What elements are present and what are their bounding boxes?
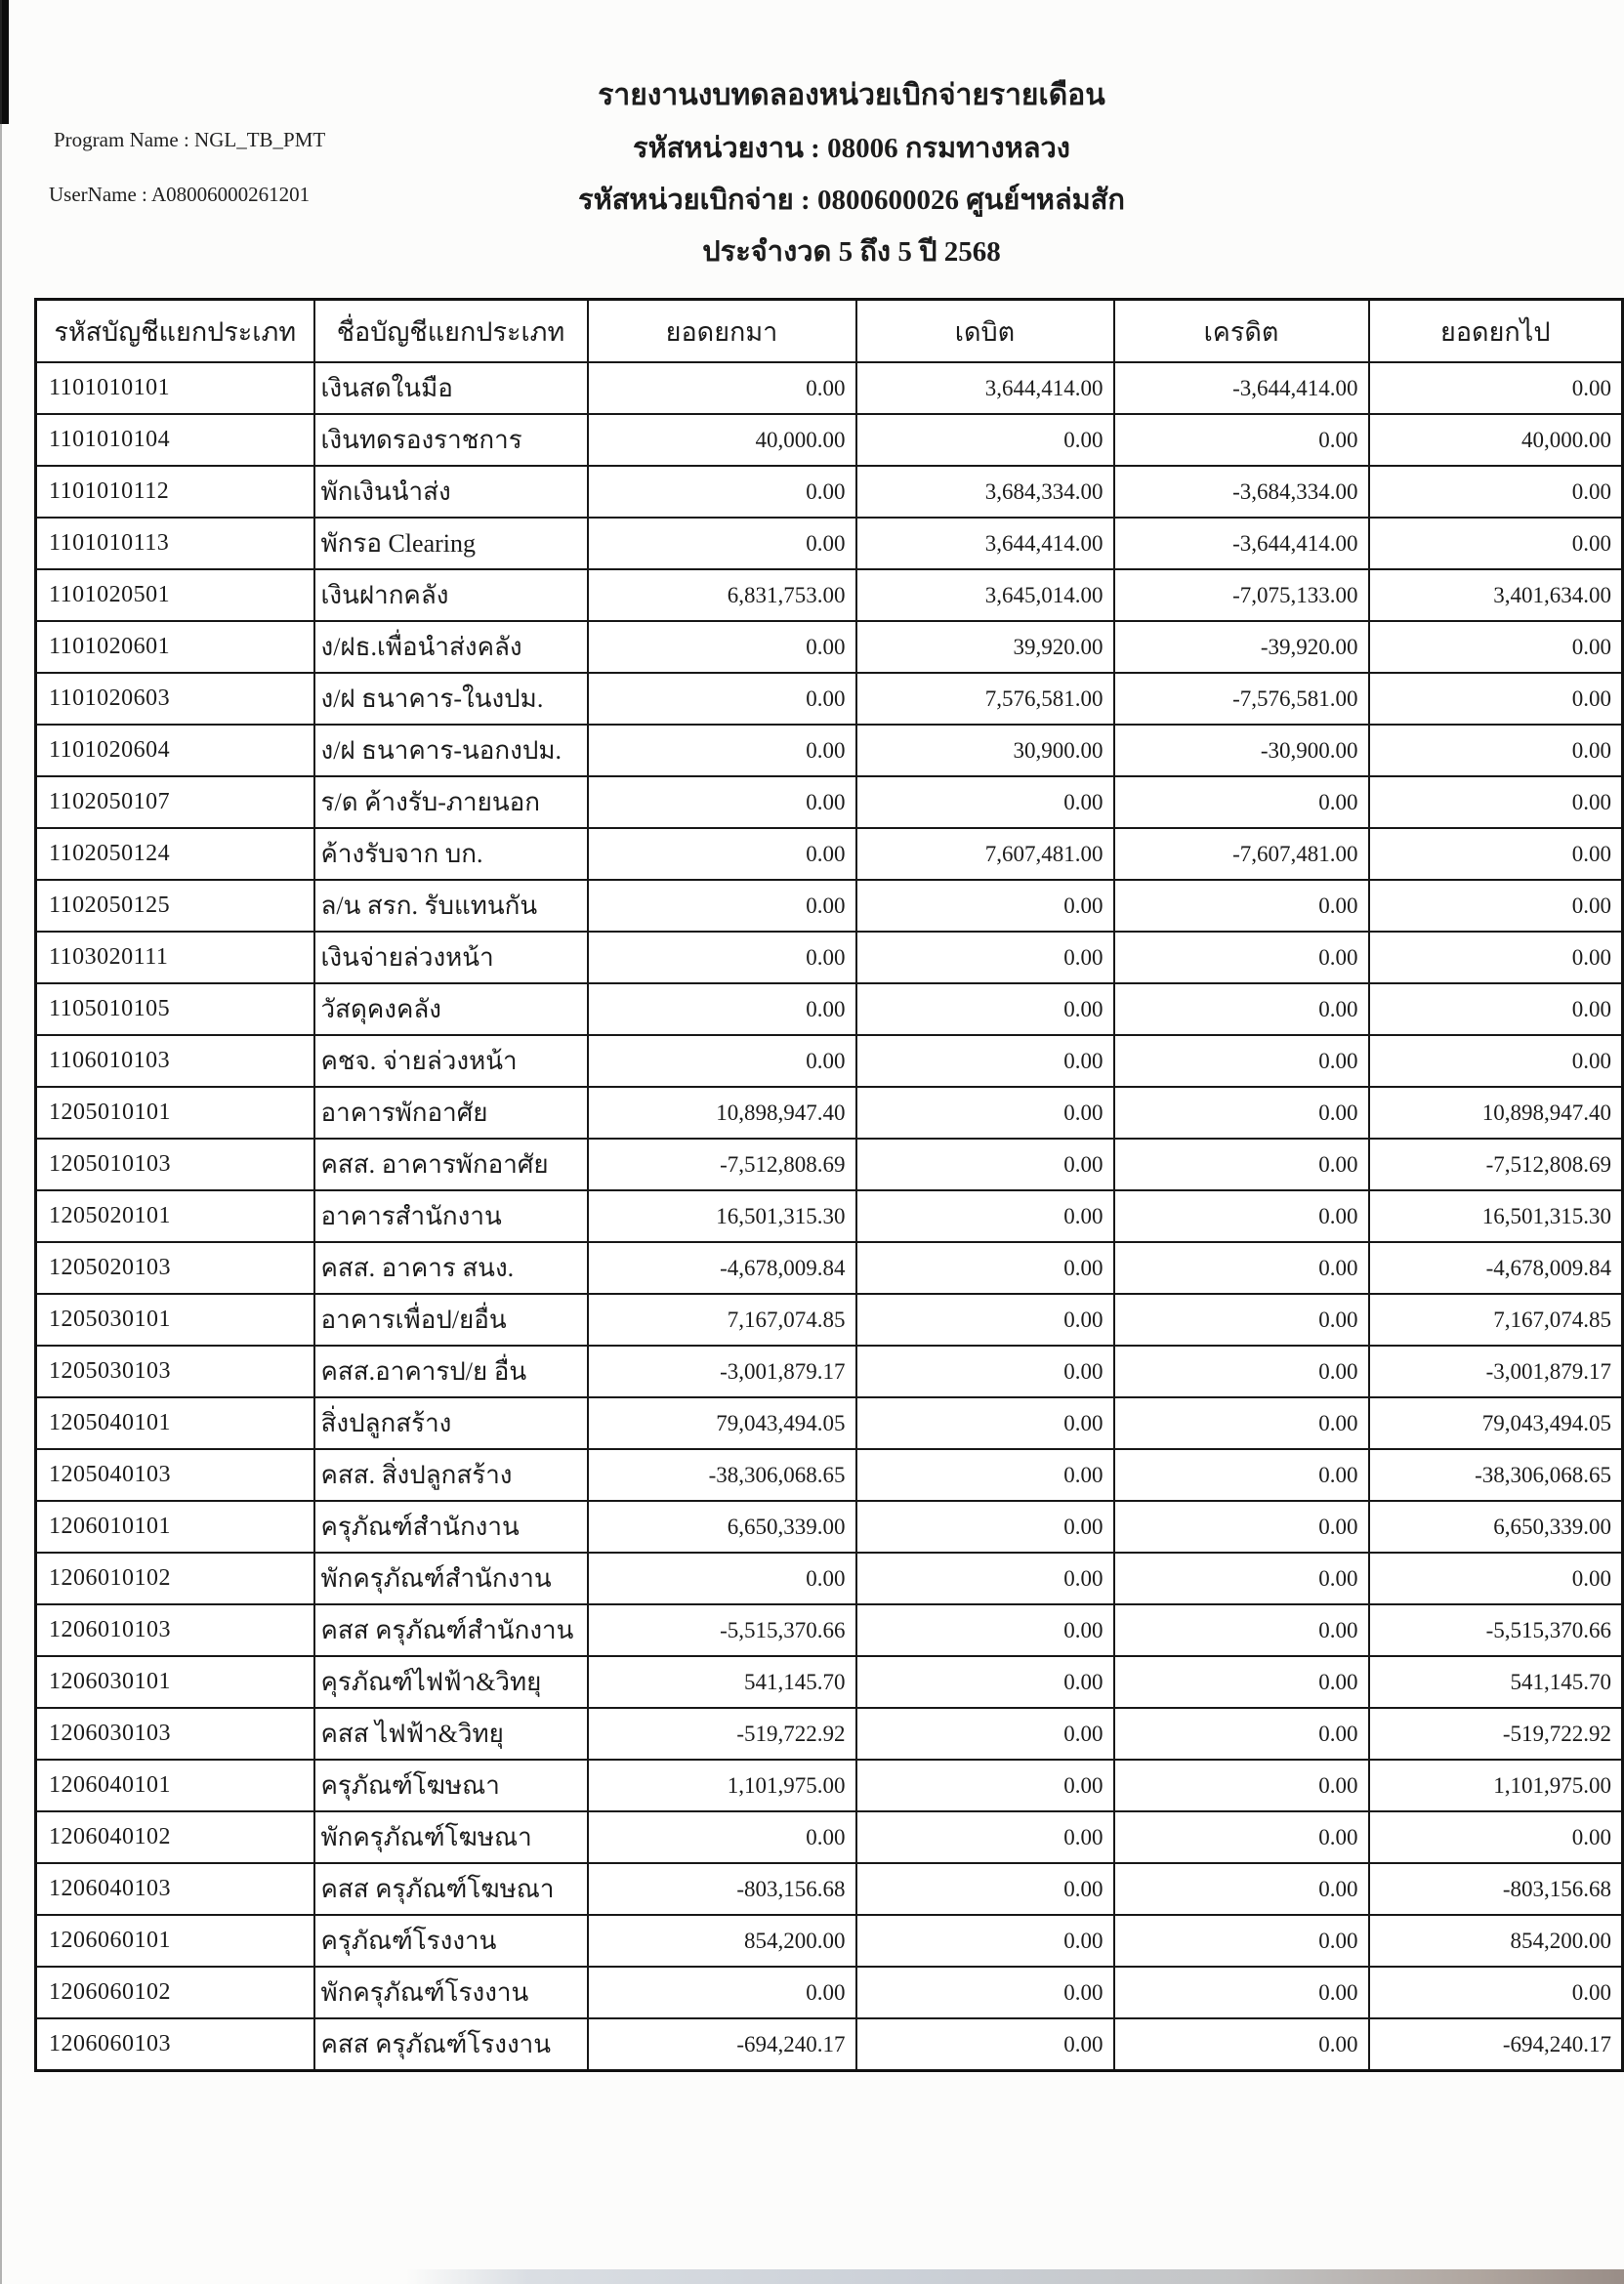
credit-cell: 0.00 — [1114, 1397, 1369, 1449]
credit-cell: 0.00 — [1114, 1035, 1369, 1087]
account-code-cell: 1206010101 — [36, 1501, 314, 1553]
account-code-cell: 1103020111 — [36, 932, 314, 983]
ending-balance-cell: 0.00 — [1369, 621, 1623, 673]
trial-balance-table — [34, 298, 1624, 2072]
account-code-cell: 1205040101 — [36, 1397, 314, 1449]
account-name-cell: อาคารสำนักงาน — [314, 1190, 588, 1242]
beginning-balance-cell: 1,101,975.00 — [588, 1760, 856, 1811]
ending-balance-cell: -4,678,009.84 — [1369, 1242, 1623, 1294]
account-name-cell: ครุภัณฑ์โรงงาน — [314, 1915, 588, 1967]
account-name-cell: คสส ครุภัณฑ์สำนักงาน — [314, 1604, 588, 1656]
account-code-cell: 1102050107 — [36, 776, 314, 828]
debit-cell: 0.00 — [856, 1656, 1114, 1708]
credit-cell: -7,075,133.00 — [1114, 569, 1369, 621]
ending-balance-cell: 0.00 — [1369, 932, 1623, 983]
table-row — [36, 414, 1623, 466]
table-row — [36, 828, 1623, 880]
beginning-balance-cell: 79,043,494.05 — [588, 1397, 856, 1449]
account-code-cell: 1206060103 — [36, 2018, 314, 2071]
account-name-cell: คสส. อาคารพักอาศัย — [314, 1139, 588, 1190]
table-row — [36, 983, 1623, 1035]
table-row — [36, 1863, 1623, 1915]
account-name-cell: อาคารเพื่อป/ยอื่น — [314, 1294, 588, 1346]
table-row — [36, 776, 1623, 828]
ending-balance-cell: 6,650,339.00 — [1369, 1501, 1623, 1553]
account-code-cell: 1205020101 — [36, 1190, 314, 1242]
debit-cell: 0.00 — [856, 1087, 1114, 1139]
debit-cell: 3,645,014.00 — [856, 569, 1114, 621]
ending-balance-cell: 10,898,947.40 — [1369, 1087, 1623, 1139]
beginning-balance-cell: 0.00 — [588, 673, 856, 725]
credit-cell: 0.00 — [1114, 1449, 1369, 1501]
account-name-cell: เงินทดรองราชการ — [314, 414, 588, 466]
ending-balance-cell: 0.00 — [1369, 673, 1623, 725]
beginning-balance-cell: -3,001,879.17 — [588, 1346, 856, 1397]
beginning-balance-cell: -5,515,370.66 — [588, 1604, 856, 1656]
ending-balance-cell: 0.00 — [1369, 518, 1623, 569]
beginning-balance-cell: 0.00 — [588, 466, 856, 518]
agency-code-line: รหัสหน่วยงาน : 08006 กรมทางหลวง — [633, 133, 1070, 164]
table-row — [36, 569, 1623, 621]
account-name-cell: พักครุภัณฑ์สำนักงาน — [314, 1553, 588, 1604]
account-name-cell: สิ่งปลูกสร้าง — [314, 1397, 588, 1449]
credit-cell: 0.00 — [1114, 880, 1369, 932]
ending-balance-cell: -803,156.68 — [1369, 1863, 1623, 1915]
account-name-cell: คสส. อาคาร สนง. — [314, 1242, 588, 1294]
ending-balance-cell: 0.00 — [1369, 776, 1623, 828]
account-name-cell: พักครุภัณฑ์โรงงาน — [314, 1967, 588, 2018]
column-header-credit: เครดิต — [1114, 300, 1369, 363]
beginning-balance-cell: 40,000.00 — [588, 414, 856, 466]
account-name-cell: คสส.อาคารป/ย อื่น — [314, 1346, 588, 1397]
account-name-cell: ค้างรับจาก บก. — [314, 828, 588, 880]
ending-balance-cell: -3,001,879.17 — [1369, 1346, 1623, 1397]
account-code-cell: 1205030101 — [36, 1294, 314, 1346]
debit-cell: 0.00 — [856, 1139, 1114, 1190]
credit-cell: -3,644,414.00 — [1114, 362, 1369, 414]
account-name-cell: เงินจ่ายล่วงหน้า — [314, 932, 588, 983]
account-code-cell: 1106010103 — [36, 1035, 314, 1087]
beginning-balance-cell: -7,512,808.69 — [588, 1139, 856, 1190]
account-name-cell: ครุภัณฑ์โฆษณา — [314, 1760, 588, 1811]
account-name-cell: ง/ฝธ.เพื่อนำส่งคลัง — [314, 621, 588, 673]
credit-cell: 0.00 — [1114, 2018, 1369, 2071]
account-name-cell: ครุภัณฑ์สำนักงาน — [314, 1501, 588, 1553]
credit-cell: 0.00 — [1114, 1708, 1369, 1760]
beginning-balance-cell: 0.00 — [588, 776, 856, 828]
account-code-cell: 1101020501 — [36, 569, 314, 621]
account-code-cell: 1206030103 — [36, 1708, 314, 1760]
ending-balance-cell: -519,722.92 — [1369, 1708, 1623, 1760]
scan-edge-line — [0, 0, 2, 2284]
ending-balance-cell: 0.00 — [1369, 1553, 1623, 1604]
table-row — [36, 1501, 1623, 1553]
period-line: ประจำงวด 5 ถึง 5 ปี 2568 — [702, 236, 1001, 268]
ending-balance-cell: -38,306,068.65 — [1369, 1449, 1623, 1501]
table-row — [36, 1190, 1623, 1242]
beginning-balance-cell: 6,831,753.00 — [588, 569, 856, 621]
debit-cell: 0.00 — [856, 776, 1114, 828]
account-name-cell: คสส. สิ่งปลูกสร้าง — [314, 1449, 588, 1501]
credit-cell: 0.00 — [1114, 1346, 1369, 1397]
account-name-cell: ล/น สรก. รับแทนกัน — [314, 880, 588, 932]
table-row — [36, 1760, 1623, 1811]
debit-cell: 3,684,334.00 — [856, 466, 1114, 518]
table-row — [36, 362, 1623, 414]
debit-cell: 3,644,414.00 — [856, 362, 1114, 414]
table-row — [36, 1553, 1623, 1604]
debit-cell: 0.00 — [856, 1708, 1114, 1760]
column-header-debit: เดบิต — [856, 300, 1114, 363]
beginning-balance-cell: 7,167,074.85 — [588, 1294, 856, 1346]
table-row — [36, 1915, 1623, 1967]
debit-cell: 0.00 — [856, 1449, 1114, 1501]
account-code-cell: 1205040103 — [36, 1449, 314, 1501]
beginning-balance-cell: 0.00 — [588, 621, 856, 673]
debit-cell: 0.00 — [856, 1346, 1114, 1397]
account-code-cell: 1101020604 — [36, 725, 314, 776]
account-code-cell: 1101020601 — [36, 621, 314, 673]
debit-cell: 39,920.00 — [856, 621, 1114, 673]
beginning-balance-cell: -803,156.68 — [588, 1863, 856, 1915]
table-row — [36, 1656, 1623, 1708]
beginning-balance-cell: 0.00 — [588, 1967, 856, 2018]
ending-balance-cell: 0.00 — [1369, 466, 1623, 518]
account-name-cell: พักรอ Clearing — [314, 518, 588, 569]
debit-cell: 30,900.00 — [856, 725, 1114, 776]
debit-cell: 0.00 — [856, 1811, 1114, 1863]
ending-balance-cell: 79,043,494.05 — [1369, 1397, 1623, 1449]
debit-cell: 7,607,481.00 — [856, 828, 1114, 880]
column-header-account-name: ชื่อบัญชีแยกประเภท — [314, 300, 588, 363]
account-name-cell: อาคารพักอาศัย — [314, 1087, 588, 1139]
account-name-cell: พักครุภัณฑ์โฆษณา — [314, 1811, 588, 1863]
table-row — [36, 1035, 1623, 1087]
debit-cell: 0.00 — [856, 1967, 1114, 2018]
ending-balance-cell: 854,200.00 — [1369, 1915, 1623, 1967]
account-code-cell: 1101010112 — [36, 466, 314, 518]
account-code-cell: 1101020603 — [36, 673, 314, 725]
ending-balance-cell: -694,240.17 — [1369, 2018, 1623, 2071]
debit-cell: 0.00 — [856, 1501, 1114, 1553]
credit-cell: 0.00 — [1114, 1967, 1369, 2018]
credit-cell: 0.00 — [1114, 414, 1369, 466]
table-row — [36, 1967, 1623, 2018]
beginning-balance-cell: 541,145.70 — [588, 1656, 856, 1708]
account-name-cell: คุรภัณฑ์ไฟฟ้า&วิทยุ — [314, 1656, 588, 1708]
credit-cell: 0.00 — [1114, 1190, 1369, 1242]
account-name-cell: เงินฝากคลัง — [314, 569, 588, 621]
account-name-cell: คสส ไฟฟ้า&วิทยุ — [314, 1708, 588, 1760]
account-code-cell: 1105010105 — [36, 983, 314, 1035]
column-header-account-code: รหัสบัญชีแยกประเภท — [36, 300, 314, 363]
credit-cell: 0.00 — [1114, 1294, 1369, 1346]
debit-cell: 0.00 — [856, 1915, 1114, 1967]
debit-cell: 0.00 — [856, 1035, 1114, 1087]
account-code-cell: 1101010104 — [36, 414, 314, 466]
ending-balance-cell: 0.00 — [1369, 1035, 1623, 1087]
debit-cell: 0.00 — [856, 880, 1114, 932]
credit-cell: -3,644,414.00 — [1114, 518, 1369, 569]
credit-cell: 0.00 — [1114, 1242, 1369, 1294]
account-code-cell: 1206010102 — [36, 1553, 314, 1604]
table-row — [36, 1449, 1623, 1501]
credit-cell: 0.00 — [1114, 1501, 1369, 1553]
table-row — [36, 725, 1623, 776]
ending-balance-cell: 541,145.70 — [1369, 1656, 1623, 1708]
table-row — [36, 880, 1623, 932]
beginning-balance-cell: 0.00 — [588, 880, 856, 932]
account-code-cell: 1101010113 — [36, 518, 314, 569]
ending-balance-cell: 0.00 — [1369, 828, 1623, 880]
account-name-cell: คสส ครุภัณฑ์โรงงาน — [314, 2018, 588, 2071]
table-row — [36, 1139, 1623, 1190]
table-body — [36, 362, 1623, 2071]
credit-cell: 0.00 — [1114, 1811, 1369, 1863]
beginning-balance-cell: -519,722.92 — [588, 1708, 856, 1760]
table-row — [36, 1346, 1623, 1397]
beginning-balance-cell: 0.00 — [588, 932, 856, 983]
table-row — [36, 1604, 1623, 1656]
ending-balance-cell: -5,515,370.66 — [1369, 1604, 1623, 1656]
credit-cell: 0.00 — [1114, 1139, 1369, 1190]
ending-balance-cell: 0.00 — [1369, 1811, 1623, 1863]
account-name-cell: ง/ฝ ธนาคาร-ในงปม. — [314, 673, 588, 725]
ending-balance-cell: 40,000.00 — [1369, 414, 1623, 466]
credit-cell: 0.00 — [1114, 1087, 1369, 1139]
ending-balance-cell: 0.00 — [1369, 1967, 1623, 2018]
account-code-cell: 1102050124 — [36, 828, 314, 880]
account-code-cell: 1206060101 — [36, 1915, 314, 1967]
ending-balance-cell: 0.00 — [1369, 725, 1623, 776]
ending-balance-cell: 0.00 — [1369, 983, 1623, 1035]
debit-cell: 0.00 — [856, 1397, 1114, 1449]
ending-balance-cell: 0.00 — [1369, 362, 1623, 414]
credit-cell: 0.00 — [1114, 1553, 1369, 1604]
table-row — [36, 1397, 1623, 1449]
account-name-cell: พักเงินนำส่ง — [314, 466, 588, 518]
beginning-balance-cell: 0.00 — [588, 518, 856, 569]
page-title: รายงานงบทดลองหน่วยเบิกจ่ายรายเดือน — [598, 79, 1105, 111]
account-code-cell: 1206040102 — [36, 1811, 314, 1863]
credit-cell: 0.00 — [1114, 1760, 1369, 1811]
credit-cell: 0.00 — [1114, 1863, 1369, 1915]
beginning-balance-cell: 0.00 — [588, 1811, 856, 1863]
beginning-balance-cell: 854,200.00 — [588, 1915, 856, 1967]
account-code-cell: 1205020103 — [36, 1242, 314, 1294]
debit-cell: 0.00 — [856, 1294, 1114, 1346]
account-code-cell: 1205010103 — [36, 1139, 314, 1190]
beginning-balance-cell: -694,240.17 — [588, 2018, 856, 2071]
beginning-balance-cell: 0.00 — [588, 828, 856, 880]
ending-balance-cell: 16,501,315.30 — [1369, 1190, 1623, 1242]
ending-balance-cell: 7,167,074.85 — [1369, 1294, 1623, 1346]
ending-balance-cell: 3,401,634.00 — [1369, 569, 1623, 621]
credit-cell: -7,607,481.00 — [1114, 828, 1369, 880]
table-row — [36, 518, 1623, 569]
account-code-cell: 1206060102 — [36, 1967, 314, 2018]
account-code-cell: 1206040101 — [36, 1760, 314, 1811]
credit-cell: 0.00 — [1114, 983, 1369, 1035]
ending-balance-cell: 0.00 — [1369, 880, 1623, 932]
beginning-balance-cell: 0.00 — [588, 983, 856, 1035]
debit-cell: 0.00 — [856, 1760, 1114, 1811]
debit-cell: 0.00 — [856, 414, 1114, 466]
table-row — [36, 673, 1623, 725]
account-name-cell: วัสดุคงคลัง — [314, 983, 588, 1035]
credit-cell: 0.00 — [1114, 776, 1369, 828]
account-code-cell: 1205030103 — [36, 1346, 314, 1397]
program-name-label: Program Name : NGL_TB_PMT — [54, 128, 326, 151]
credit-cell: -7,576,581.00 — [1114, 673, 1369, 725]
beginning-balance-cell: 6,650,339.00 — [588, 1501, 856, 1553]
account-code-cell: 1206040103 — [36, 1863, 314, 1915]
account-name-cell: ง/ฝ ธนาคาร-นอกงปม. — [314, 725, 588, 776]
credit-cell: -39,920.00 — [1114, 621, 1369, 673]
scan-bottom-shadow — [405, 2269, 1624, 2284]
account-name-cell: คชจ. จ่ายล่วงหน้า — [314, 1035, 588, 1087]
ending-balance-cell: -7,512,808.69 — [1369, 1139, 1623, 1190]
beginning-balance-cell: -38,306,068.65 — [588, 1449, 856, 1501]
account-code-cell: 1205010101 — [36, 1087, 314, 1139]
credit-cell: -30,900.00 — [1114, 725, 1369, 776]
table-row — [36, 466, 1623, 518]
ending-balance-cell: 1,101,975.00 — [1369, 1760, 1623, 1811]
column-header-beginning-balance: ยอดยกมา — [588, 300, 856, 363]
account-code-cell: 1206030101 — [36, 1656, 314, 1708]
table-header-row — [36, 300, 1623, 363]
beginning-balance-cell: 0.00 — [588, 725, 856, 776]
account-name-cell: ร/ด ค้างรับ-ภายนอก — [314, 776, 588, 828]
debit-cell: 0.00 — [856, 932, 1114, 983]
debit-cell: 0.00 — [856, 1863, 1114, 1915]
debit-cell: 3,644,414.00 — [856, 518, 1114, 569]
account-code-cell: 1101010101 — [36, 362, 314, 414]
account-name-cell: เงินสดในมือ — [314, 362, 588, 414]
table-row — [36, 1708, 1623, 1760]
table-row — [36, 621, 1623, 673]
debit-cell: 0.00 — [856, 1190, 1114, 1242]
username-label: UserName : A08006000261201 — [49, 183, 311, 206]
beginning-balance-cell: 16,501,315.30 — [588, 1190, 856, 1242]
credit-cell: 0.00 — [1114, 1915, 1369, 1967]
account-code-cell: 1102050125 — [36, 880, 314, 932]
debit-cell: 0.00 — [856, 2018, 1114, 2071]
debit-cell: 0.00 — [856, 1553, 1114, 1604]
debit-cell: 0.00 — [856, 1242, 1114, 1294]
account-code-cell: 1206010103 — [36, 1604, 314, 1656]
beginning-balance-cell: 0.00 — [588, 1553, 856, 1604]
table-row — [36, 932, 1623, 983]
beginning-balance-cell: 0.00 — [588, 362, 856, 414]
table-row — [36, 2018, 1623, 2071]
table-row — [36, 1087, 1623, 1139]
column-header-ending-balance: ยอดยกไป — [1369, 300, 1623, 363]
account-name-cell: คสส ครุภัณฑ์โฆษณา — [314, 1863, 588, 1915]
disbursement-code-line: รหัสหน่วยเบิกจ่าย : 0800600026 ศูนย์ฯหล่มสัก — [578, 185, 1125, 216]
beginning-balance-cell: -4,678,009.84 — [588, 1242, 856, 1294]
beginning-balance-cell: 10,898,947.40 — [588, 1087, 856, 1139]
credit-cell: 0.00 — [1114, 1604, 1369, 1656]
table-row — [36, 1294, 1623, 1346]
debit-cell: 7,576,581.00 — [856, 673, 1114, 725]
credit-cell: -3,684,334.00 — [1114, 466, 1369, 518]
credit-cell: 0.00 — [1114, 932, 1369, 983]
debit-cell: 0.00 — [856, 1604, 1114, 1656]
table-row — [36, 1242, 1623, 1294]
credit-cell: 0.00 — [1114, 1656, 1369, 1708]
table-row — [36, 1811, 1623, 1863]
debit-cell: 0.00 — [856, 983, 1114, 1035]
beginning-balance-cell: 0.00 — [588, 1035, 856, 1087]
